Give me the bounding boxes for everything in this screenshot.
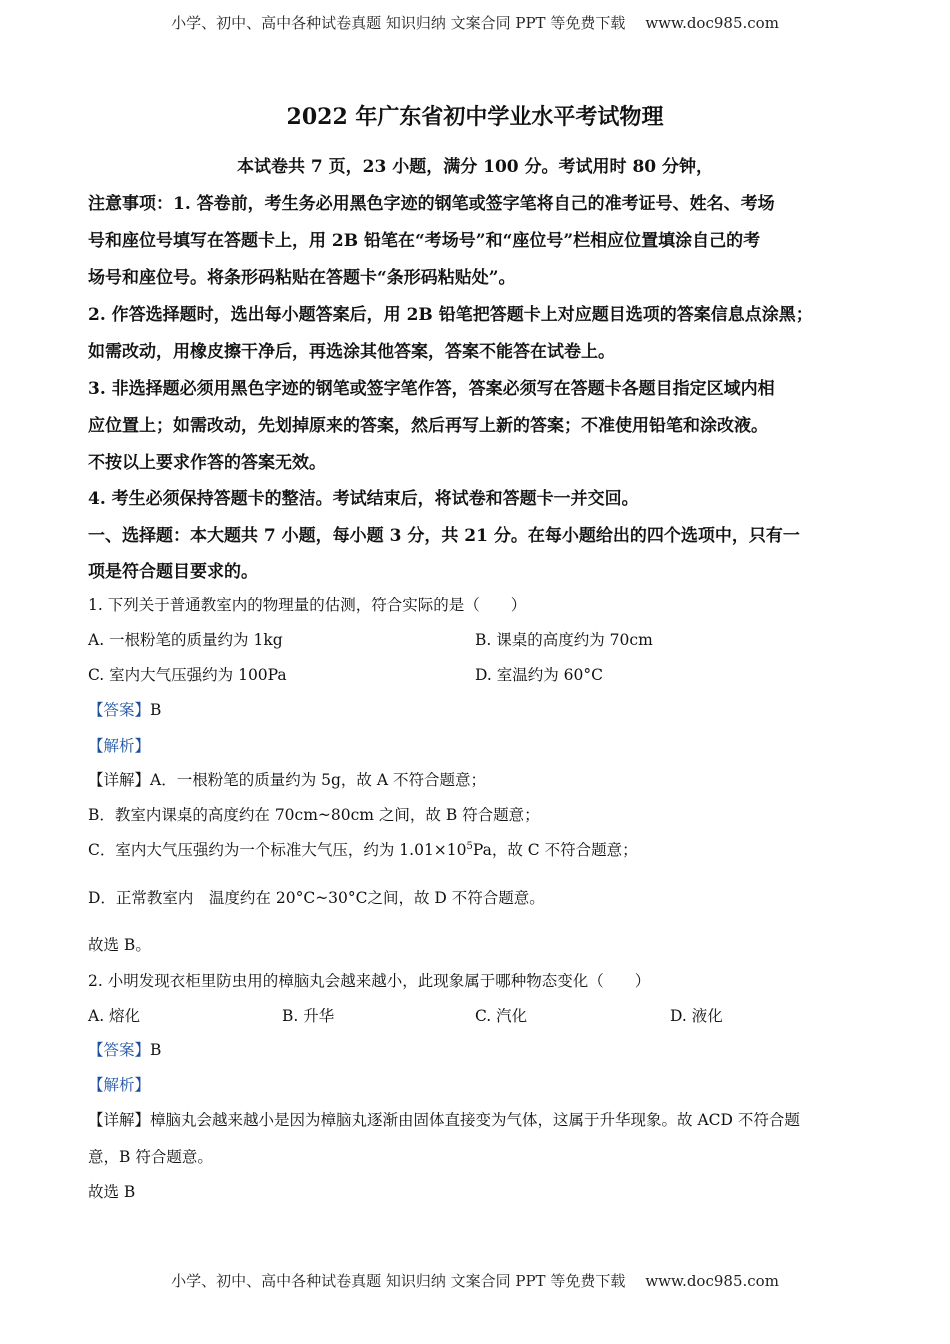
footer-site-link[interactable]: www.doc985.com bbox=[645, 1272, 779, 1290]
detail-tag: 【详解】 bbox=[88, 1111, 151, 1129]
q1-option-b: B. 课桌的高度约为 70cm bbox=[475, 631, 653, 649]
q2-analysis-tag: 【解析】 bbox=[88, 1076, 151, 1094]
q1-analysis-tag: 【解析】 bbox=[88, 737, 151, 755]
q2-option-a: A. 熔化 bbox=[88, 1007, 141, 1025]
q2-detail-line bbox=[88, 1108, 800, 1130]
q1-detail-line bbox=[88, 768, 486, 790]
section-heading: 项是符合题目要求的。 bbox=[88, 562, 258, 582]
note-line: 3. 非选择题必须用黑色字迹的钢笔或签字笔作答，答案必须写在答题卡各题目指定区域内相 bbox=[88, 379, 775, 399]
note-line: 注意事项：1. 答卷前，考生务必用黑色字迹的钢笔或签字笔将自己的准考证号、姓名、考场 bbox=[88, 194, 775, 214]
note-line: 如需改动，用橡皮擦干净后，再选涂其他答案，答案不能答在试卷上。 bbox=[88, 342, 615, 362]
exponent: 5 bbox=[466, 840, 473, 852]
note-line: 应位置上；如需改动，先划掉原来的答案，然后再写上新的答案；不准使用铅笔和涂改液。 bbox=[88, 416, 768, 436]
answer-tag: 【答案】 bbox=[88, 701, 151, 719]
detail-text: 樟脑丸会越来越小是因为樟脑丸逐渐由固体直接变为气体，这属于升华现象。故 ACD 不符合题 bbox=[150, 1111, 800, 1129]
detail-tag: 【详解】 bbox=[88, 771, 151, 789]
q2-option-c: C. 汽化 bbox=[475, 1007, 528, 1025]
note-line: 4. 考生必须保持答题卡的整洁。考试结束后，将试卷和答题卡一并交回。 bbox=[88, 489, 639, 509]
page-title: 2022 年广东省初中学业水平考试物理 bbox=[286, 104, 664, 130]
header-text: 小学、初中、高中各种试卷真题 知识归纳 文案合同 PPT 等免费下载 bbox=[171, 14, 626, 32]
q2-option-d: D. 液化 bbox=[670, 1007, 723, 1025]
q1-detail-line: D．正常教室内 温度约在 20°C~30°C之间，故 D 不符合题意。 bbox=[88, 889, 545, 907]
note-line: 号和座位号填写在答题卡上，用 2B 铅笔在“考场号”和“座位号”栏相应位置填涂自己的考 bbox=[88, 231, 761, 251]
q2-conclusion: 故选 B bbox=[88, 1183, 136, 1201]
question-2-stem: 2. 小明发现衣柜里防虫用的樟脑丸会越来越小，此现象属于哪种物态变化（ ） bbox=[88, 972, 651, 990]
note-line: 2. 作答选择题时，选出每小题答案后，用 2B 铅笔把答题卡上对应题目选项的答案信息点涂黑； bbox=[88, 305, 813, 325]
q2-option-b: B. 升华 bbox=[282, 1007, 335, 1025]
q1-option-c: C. 室内大气压强约为 100Pa bbox=[88, 666, 287, 684]
page-header bbox=[0, 12, 950, 33]
q1-answer bbox=[88, 698, 161, 720]
detail-text: Pa，故 C 不符合题意； bbox=[472, 841, 638, 859]
page-footer bbox=[0, 1270, 950, 1291]
answer-tag: 【答案】 bbox=[88, 1041, 151, 1059]
q2-answer bbox=[88, 1038, 161, 1060]
q1-detail-line: B．教室内课桌的高度约在 70cm~80cm 之间，故 B 符合题意； bbox=[88, 806, 540, 824]
header-site-link[interactable]: www.doc985.com bbox=[645, 14, 779, 32]
answer-value: B bbox=[150, 1041, 162, 1059]
q1-detail-line bbox=[88, 838, 638, 860]
footer-text: 小学、初中、高中各种试卷真题 知识归纳 文案合同 PPT 等免费下载 bbox=[171, 1272, 626, 1290]
answer-value: B bbox=[150, 701, 162, 719]
detail-text: A．一根粉笔的质量约为 5g，故 A 不符合题意； bbox=[150, 771, 486, 789]
q1-option-d: D. 室温约为 60°C bbox=[475, 666, 603, 684]
q1-conclusion: 故选 B。 bbox=[88, 936, 151, 954]
note-line: 场号和座位号。将条形码粘贴在答题卡“条形码粘贴处”。 bbox=[88, 268, 516, 288]
exam-info: 本试卷共 7 页，23 小题，满分 100 分。考试用时 80 分钟， bbox=[236, 157, 714, 177]
q1-option-a: A. 一根粉笔的质量约为 1kg bbox=[88, 631, 283, 649]
note-line: 不按以上要求作答的答案无效。 bbox=[88, 453, 326, 473]
question-1-stem: 1. 下列关于普通教室内的物理量的估测，符合实际的是（ ） bbox=[88, 596, 527, 614]
detail-text: C．室内大气压强约为一个标准大气压，约为 1.01×10 bbox=[88, 841, 467, 859]
q2-detail-line: 意，B 符合题意。 bbox=[88, 1148, 213, 1166]
section-heading: 一、选择题：本大题共 7 小题，每小题 3 分，共 21 分。在每小题给出的四个选项中，只有一 bbox=[88, 526, 800, 546]
